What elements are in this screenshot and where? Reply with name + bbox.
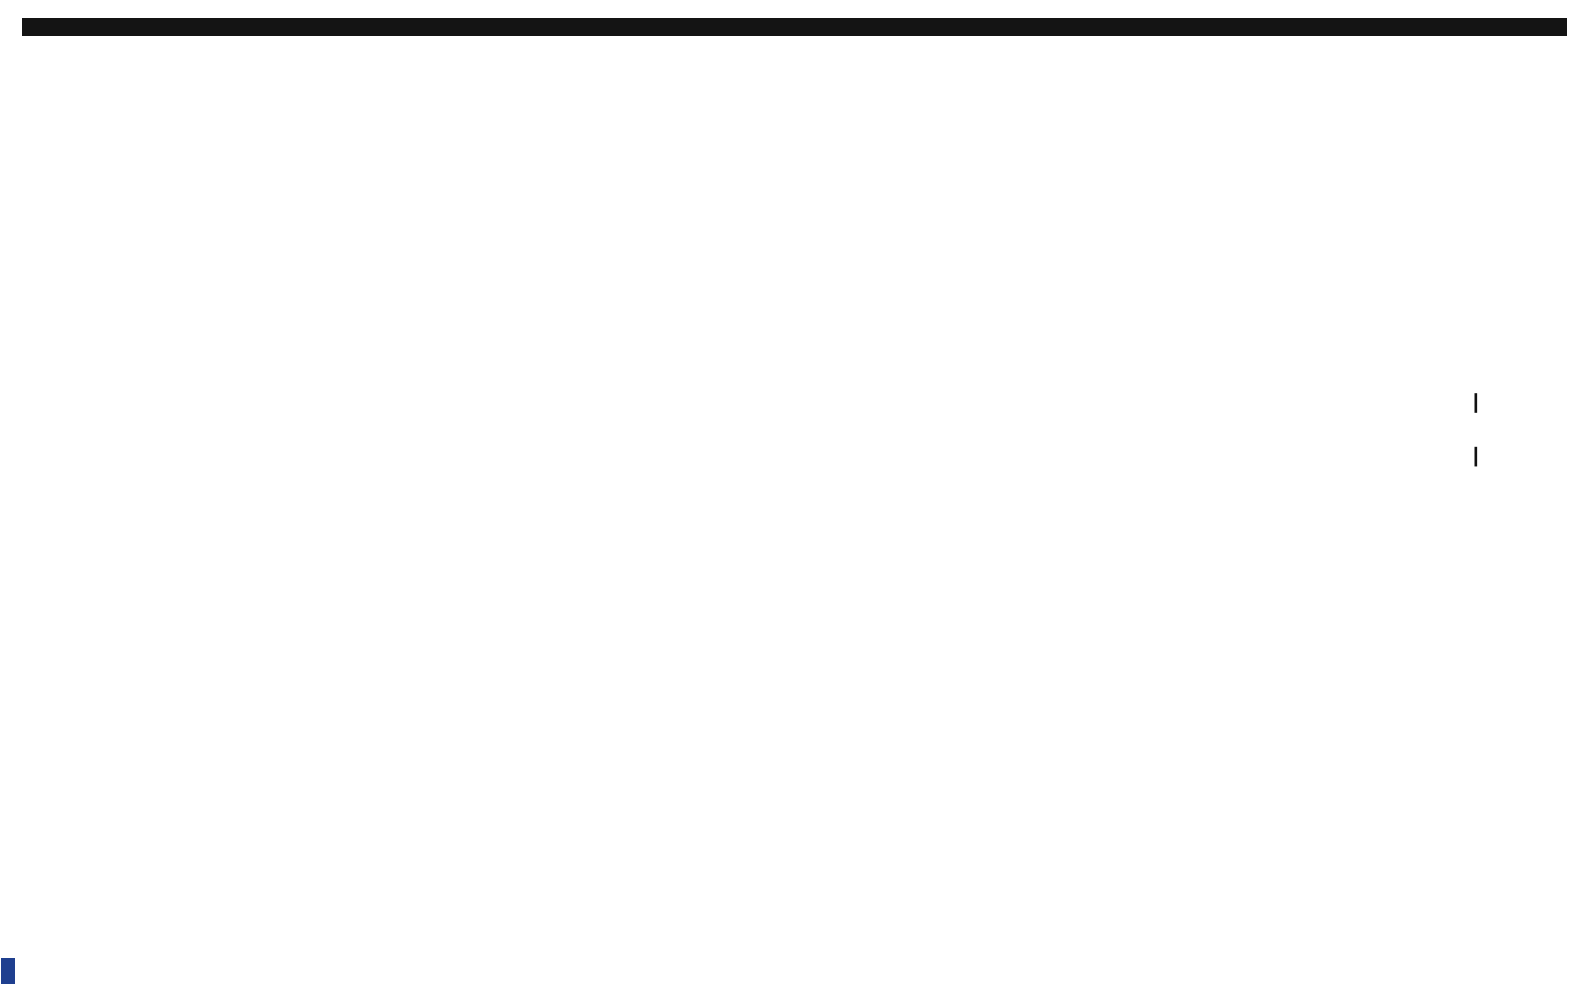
page-number-dash: — xyxy=(1464,445,1490,468)
page-number xyxy=(1464,380,1490,480)
page-number-dash: — xyxy=(1464,392,1490,414)
page-top-edge xyxy=(22,18,1567,36)
dfg-logo xyxy=(1,958,15,984)
